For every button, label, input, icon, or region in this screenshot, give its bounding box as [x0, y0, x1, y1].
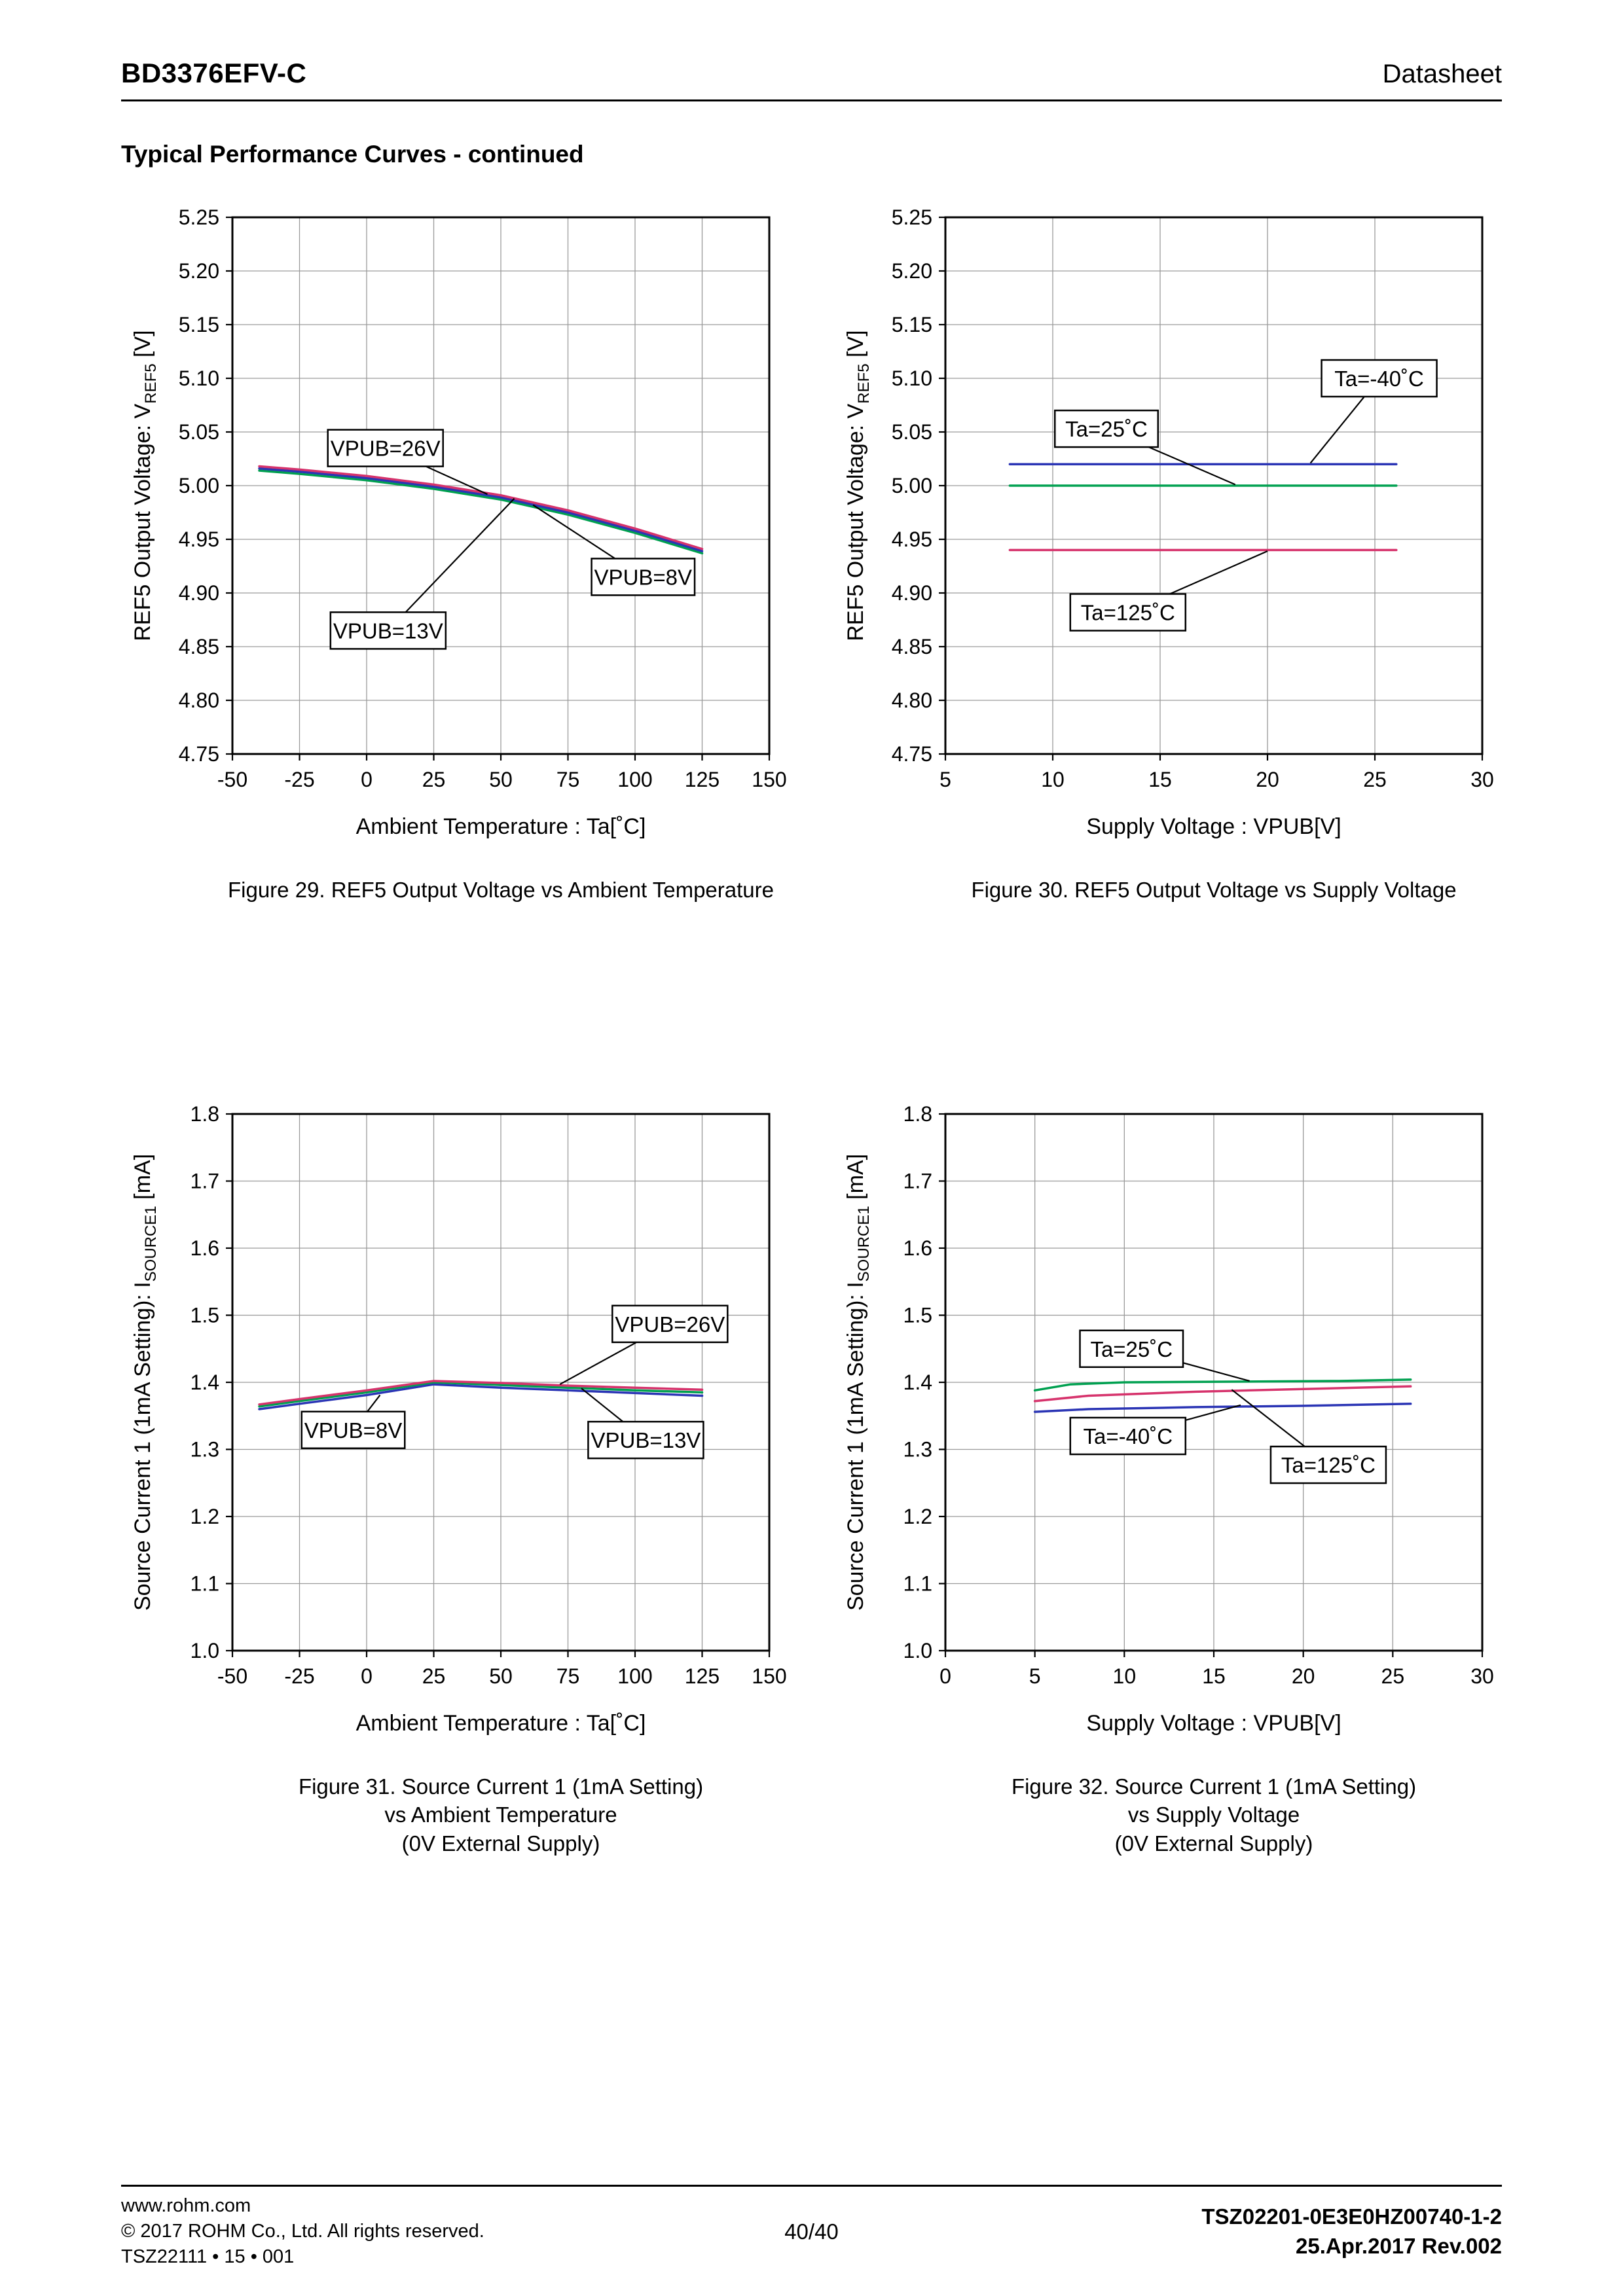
footer-revision: 25.Apr.2017 Rev.002: [1296, 2233, 1502, 2258]
x-tick-label: 0: [361, 768, 373, 791]
x-tick-label: 50: [489, 768, 513, 791]
figure-caption-line: Figure 29. REF5 Output Voltage vs Ambient Temperature: [227, 878, 774, 902]
y-tick-label: 1.7: [190, 1169, 219, 1193]
x-tick-label: 150: [752, 1664, 787, 1688]
x-axis-label: Ambient Temperature : Ta[˚C]: [356, 1710, 646, 1736]
figure-caption: [213, 876, 789, 905]
figure-32-chart: [834, 1094, 1502, 1858]
y-tick-label: 5.05: [178, 420, 219, 444]
annotation-label: Ta=125˚C: [1281, 1452, 1376, 1477]
y-axis-label: REF5 Output Voltage: $V_{REF5}$ [V]: [843, 330, 873, 641]
footer-right-block: [839, 2202, 1502, 2261]
y-tick-label: 5.25: [178, 206, 219, 229]
x-tick-label: 15: [1148, 768, 1172, 791]
x-tick-label: 30: [1470, 1664, 1494, 1688]
y-tick-label: 1.6: [903, 1236, 932, 1260]
annotation-label: Ta=25˚C: [1090, 1336, 1173, 1361]
x-tick-label: 0: [361, 1664, 373, 1688]
figure-caption-line: Figure 30. REF5 Output Voltage vs Supply Voltage: [971, 878, 1457, 902]
series-line: [259, 471, 702, 553]
y-tick-label: 1.6: [190, 1236, 219, 1260]
x-axis-label: Supply Voltage : VPUB[V]: [1086, 814, 1341, 839]
figure-caption-line: Figure 31. Source Current 1 (1mA Setting): [298, 1774, 704, 1799]
x-tick-label: 10: [1041, 768, 1065, 791]
x-tick-label: 100: [617, 1664, 653, 1688]
footer-copyright: © 2017 ROHM Co., Ltd. All rights reserved.: [121, 2221, 484, 2242]
y-tick-label: 4.85: [178, 635, 219, 658]
y-tick-label: 5.10: [891, 367, 932, 390]
y-tick-label: 1.8: [903, 1102, 932, 1126]
y-tick-label: 5.15: [178, 313, 219, 336]
annotation-label: VPUB=8V: [304, 1418, 403, 1443]
y-tick-label: 4.90: [178, 581, 219, 605]
footer-website: www.rohm.com: [121, 2195, 251, 2216]
y-tick-label: 1.2: [190, 1504, 219, 1528]
y-tick-label: 4.75: [891, 742, 932, 766]
page-footer: [121, 2185, 1502, 2270]
y-tick-label: 5.20: [891, 259, 932, 283]
annotation-label: Ta=25˚C: [1065, 417, 1148, 442]
annotation-label: Ta=125˚C: [1080, 600, 1175, 625]
x-tick-label: 25: [422, 768, 446, 791]
y-tick-label: 4.85: [891, 635, 932, 658]
y-tick-label: 1.4: [190, 1370, 219, 1394]
x-tick-label: 75: [556, 768, 580, 791]
x-tick-label: 30: [1470, 768, 1494, 791]
y-tick-label: 1.5: [903, 1303, 932, 1327]
figure-caption: [213, 1772, 789, 1858]
x-tick-label: 5: [939, 768, 951, 791]
document-type-label: Datasheet: [1382, 60, 1502, 88]
x-tick-label: 10: [1112, 1664, 1137, 1688]
section-title: Typical Performance Curves - continued: [121, 141, 584, 168]
y-tick-label: 1.3: [190, 1437, 219, 1462]
x-tick-label: -50: [217, 768, 248, 791]
series-line: [259, 469, 702, 551]
figure-caption-line: vs Supply Voltage: [1127, 1803, 1300, 1827]
y-axis-label: REF5 Output Voltage: $V_{REF5}$ [V]: [130, 330, 160, 641]
y-tick-label: 5.00: [178, 474, 219, 497]
y-tick-label: 4.75: [178, 742, 219, 766]
y-tick-label: 5.10: [178, 367, 219, 390]
x-tick-label: 25: [422, 1664, 446, 1688]
page-number: 40/40: [784, 2219, 839, 2244]
y-tick-label: 1.1: [903, 1571, 932, 1596]
x-tick-label: 75: [556, 1664, 580, 1688]
figure-caption-line: (0V External Supply): [401, 1831, 600, 1856]
y-tick-label: 4.95: [891, 528, 932, 551]
y-tick-label: 4.95: [178, 528, 219, 551]
charts-grid: [121, 198, 1502, 1857]
x-tick-label: 20: [1256, 768, 1279, 791]
figure-caption: [926, 876, 1502, 905]
series-line: [1035, 1386, 1411, 1401]
y-tick-label: 5.05: [891, 420, 932, 444]
y-tick-label: 1.8: [190, 1102, 219, 1126]
x-tick-label: 25: [1381, 1664, 1405, 1688]
footer-rule: [121, 2185, 1502, 2187]
figure-caption-line: (0V External Supply): [1114, 1831, 1313, 1856]
annotation-label: VPUB=13V: [591, 1427, 701, 1452]
document-number: BD3376EFV-C: [121, 58, 307, 88]
chart-canvas: [121, 198, 789, 855]
footer-columns: [121, 2193, 1502, 2270]
y-axis-label: Source Current 1 (1mA Setting): $I_{SOURCE1}$ [mA]: [130, 1153, 160, 1611]
annotation-label: VPUB=26V: [615, 1312, 725, 1336]
annotation-leader: [388, 499, 515, 631]
x-tick-label: 100: [617, 768, 653, 791]
y-tick-label: 1.3: [903, 1437, 932, 1462]
y-tick-label: 1.0: [903, 1638, 932, 1662]
x-axis-label: Supply Voltage : VPUB[V]: [1086, 1710, 1341, 1736]
figure-29-chart: [121, 198, 789, 905]
y-tick-label: 1.7: [903, 1169, 932, 1193]
y-tick-label: 5.15: [891, 313, 932, 336]
x-tick-label: -50: [217, 1664, 248, 1688]
y-tick-label: 4.90: [891, 581, 932, 605]
x-axis-label: Ambient Temperature : Ta[˚C]: [356, 814, 646, 839]
x-tick-label: 150: [752, 768, 787, 791]
annotation-label: VPUB=8V: [594, 565, 693, 590]
y-tick-label: 1.2: [903, 1504, 932, 1528]
figure-caption: [926, 1772, 1502, 1858]
figure-caption-line: vs Ambient Temperature: [384, 1803, 617, 1827]
footer-left-block: [121, 2193, 784, 2270]
figure-31-chart: [121, 1094, 789, 1858]
x-tick-label: -25: [284, 768, 315, 791]
x-tick-label: 50: [489, 1664, 513, 1688]
x-tick-label: 25: [1363, 768, 1387, 791]
y-tick-label: 4.80: [891, 689, 932, 712]
x-tick-label: 20: [1291, 1664, 1315, 1688]
header-rule: [121, 99, 1502, 101]
y-tick-label: 1.0: [190, 1638, 219, 1662]
y-tick-label: 5.25: [891, 206, 932, 229]
y-tick-label: 1.4: [903, 1370, 932, 1394]
x-tick-label: 5: [1029, 1664, 1041, 1688]
y-tick-label: 1.1: [190, 1571, 219, 1596]
footer-doc-id: TSZ02201-0E3E0HZ00740-1-2: [1201, 2204, 1502, 2229]
chart-canvas: [834, 198, 1502, 855]
figure-caption-line: Figure 32. Source Current 1 (1mA Setting): [1011, 1774, 1417, 1799]
page-header: [121, 58, 1502, 89]
annotation-label: VPUB=13V: [333, 619, 443, 643]
x-tick-label: 0: [939, 1664, 951, 1688]
y-tick-label: 5.20: [178, 259, 219, 283]
chart-canvas: [834, 1094, 1502, 1752]
y-axis-label: Source Current 1 (1mA Setting): $I_{SOURCE1}$ [mA]: [843, 1153, 873, 1611]
y-tick-label: 1.5: [190, 1303, 219, 1327]
x-tick-label: 15: [1202, 1664, 1226, 1688]
annotation-label: Ta=-40˚C: [1083, 1424, 1173, 1448]
y-tick-label: 4.80: [178, 689, 219, 712]
x-tick-label: -25: [284, 1664, 315, 1688]
footer-code: TSZ22111 • 15 • 001: [121, 2246, 295, 2268]
x-tick-label: 125: [684, 1664, 720, 1688]
chart-canvas: [121, 1094, 789, 1752]
annotation-label: VPUB=26V: [330, 436, 441, 461]
figure-30-chart: [834, 198, 1502, 905]
x-tick-label: 125: [684, 768, 720, 791]
series-line: [259, 466, 702, 548]
y-tick-label: 5.00: [891, 474, 932, 497]
annotation-label: Ta=-40˚C: [1334, 367, 1424, 391]
